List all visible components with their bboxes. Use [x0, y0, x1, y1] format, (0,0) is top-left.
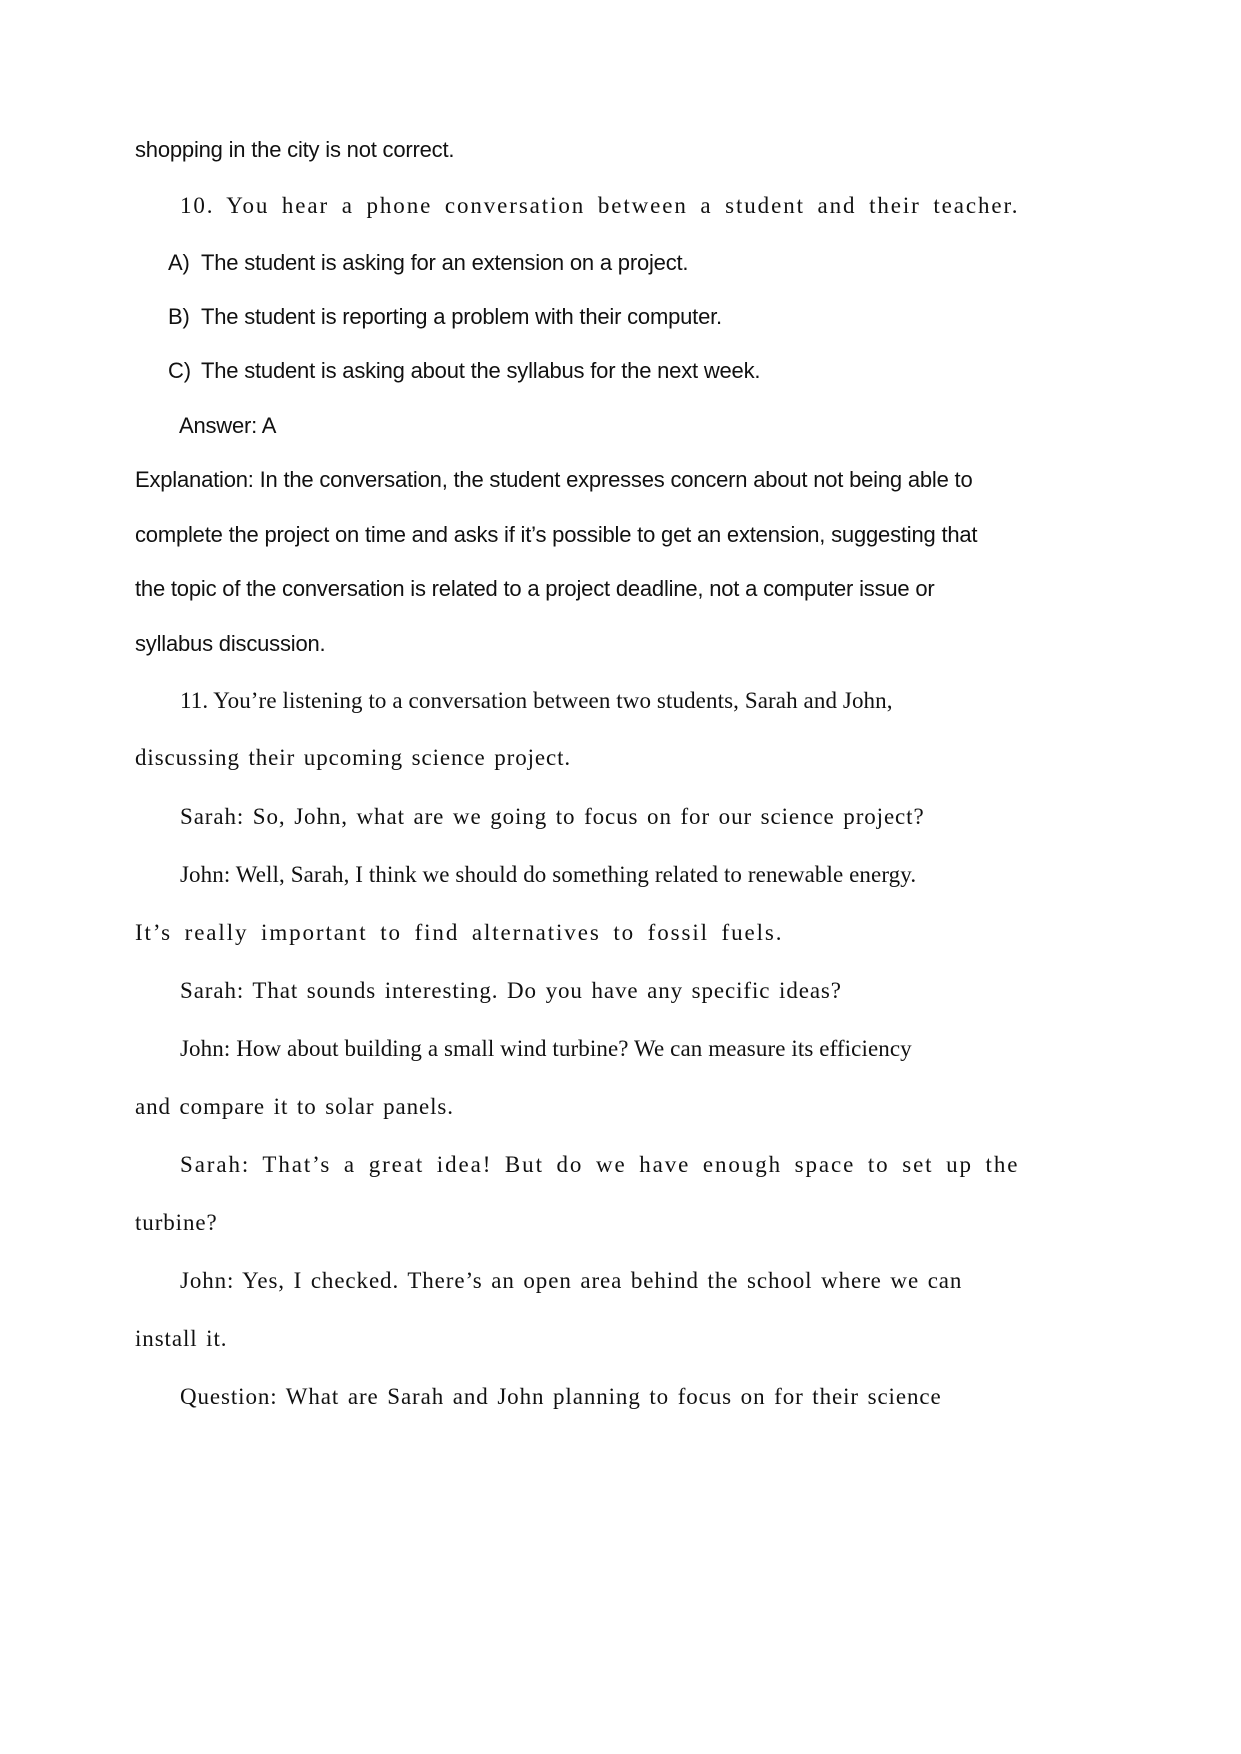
explanation-line: the topic of the conversation is related to a project deadline, not a computer issue or — [135, 576, 935, 601]
dialogue-line: Sarah: That’s a great idea! But do we have enough space to set up the — [180, 1152, 1020, 1177]
explanation-line: Explanation: In the conversation, the student expresses concern about not being able to — [135, 467, 973, 492]
option-b-letter: B) — [168, 304, 190, 329]
explanation-line: syllabus discussion. — [135, 631, 326, 656]
dialogue-line: turbine? — [135, 1210, 218, 1235]
dialogue-line: Question: What are Sarah and John planning to focus on for their science — [180, 1384, 942, 1409]
dialogue-line: It’s really important to find alternatives to fossil fuels. — [135, 920, 784, 945]
dialogue-line: John: Yes, I checked. There’s an open area behind the school where we can — [180, 1268, 963, 1293]
dialogue-line: Sarah: That sounds interesting. Do you have any specific ideas? — [180, 978, 842, 1003]
option-a-text: The student is asking for an extension on a project. — [201, 250, 689, 275]
option-c-letter: C) — [168, 358, 191, 383]
question-11-prompt-line: discussing their upcoming science project. — [135, 745, 572, 770]
dialogue-line: install it. — [135, 1326, 228, 1351]
explanation-line: complete the project on time and asks if it’s possible to get an extension, suggesting that — [135, 522, 978, 547]
dialogue-line: and compare it to solar panels. — [135, 1094, 454, 1119]
option-c-text: The student is asking about the syllabus for the next week. — [201, 358, 761, 383]
dialogue-line: John: How about building a small wind turbine? We can measure its efficiency — [180, 1036, 912, 1061]
question-10-answer: Answer: A — [179, 413, 277, 438]
previous-explanation-tail: shopping in the city is not correct. — [135, 137, 455, 162]
dialogue-line: Sarah: So, John, what are we going to focus on for our science project? — [180, 804, 925, 829]
question-11-prompt-line: 11. You’re listening to a conversation between two students, Sarah and John, — [180, 688, 893, 713]
dialogue-line: John: Well, Sarah, I think we should do something related to renewable energy. — [180, 862, 917, 887]
question-10-prompt: 10. You hear a phone conversation between a student and their teacher. — [180, 193, 1020, 218]
option-a-letter: A) — [168, 250, 190, 275]
option-b-text: The student is reporting a problem with their computer. — [201, 304, 722, 329]
